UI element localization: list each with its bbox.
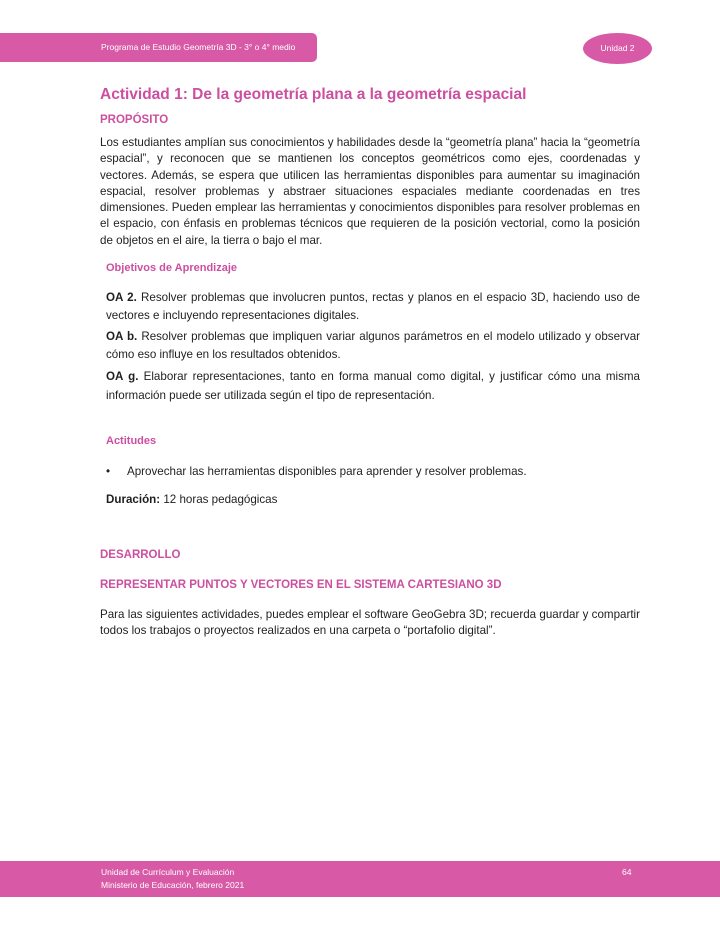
purpose-text: Los estudiantes amplían sus conocimientos y habilidades desde la “geometría plana” hacia la “geometría espacial”, y reconocen que se mantienen los conceptos geométricos como ejes, coordenadas y vectores. Además, se espera que utilicen las herramientas disponibles para aumentar su imaginación espacial, resolver problemas y abstraer situaciones espaciales mediante coordenadas en tres dimensiones. Pueden emplear las herramientas y conocimientos disponibles para resolver problemas en el espacio, con énfasis en problemas técnicos que requieren de la posición vectorial, como la posición de objetos en el aire, la tierra o bajo el mar. (100, 136, 640, 247)
objective-text: Elaborar representaciones, tanto en forma manual como digital, y justificar cómo una misma información puede ser utilizada según el tipo de representación. (106, 370, 640, 403)
attitude-item (100, 464, 640, 480)
development-text: Para las siguientes actividades, puedes emplear el software GeoGebra 3D; recuerda guardar y compartir todos los trabajos o proyectos realizados en una carpeta o “portafolio digital”. (100, 607, 640, 637)
purpose-heading: PROPÓSITO (100, 114, 169, 126)
duration-value: 12 horas pedagógicas (160, 493, 278, 507)
objective-text: Resolver problemas que involucren puntos, rectas y planos en el espacio 3D, haciendo uso de vectores e incluyendo representaciones digitales. (106, 291, 640, 322)
footer-unit: Unidad de Currículum y Evaluación (101, 867, 235, 877)
objective-oab (106, 328, 640, 363)
bullet-icon: • (106, 465, 111, 479)
page-content (100, 84, 640, 639)
duration-label: Duración: (106, 493, 161, 507)
header-bar (0, 33, 317, 62)
attitudes-heading: Actitudes (106, 435, 157, 448)
objectives-heading: Objetivos de Aprendizaje (106, 262, 238, 275)
activity-title: Actividad 1: De la geometría plana a la geometría espacial (100, 86, 527, 103)
objective-code: OA b. (106, 330, 138, 344)
footer-bar (0, 861, 720, 897)
duration (100, 491, 640, 509)
footer-ministry: Ministerio de Educación, febrero 2021 (101, 880, 245, 890)
page-number: 64 (622, 867, 632, 877)
development-heading: DESARROLLO (100, 548, 181, 561)
objective-oa2 (106, 289, 640, 324)
development-subheading: REPRESENTAR PUNTOS Y VECTORES EN EL SISTEMA CARTESIANO 3D (100, 578, 502, 591)
unit-badge: Unidad 2 (583, 33, 652, 64)
objective-text: Resolver problemas que impliquen variar algunos parámetros en el modelo utilizado y observar cómo eso influye en los resultados obtenidos. (106, 330, 641, 361)
objectives-list (100, 289, 640, 405)
objective-oag (106, 367, 640, 405)
attitude-text: Aprovechar las herramientas disponibles para aprender y resolver problemas. (127, 465, 527, 479)
program-title: Programa de Estudio Geometría 3D - 3° o 4° medio (101, 42, 296, 52)
objective-code: OA g. (106, 370, 139, 384)
objective-code: OA 2. (106, 291, 137, 305)
